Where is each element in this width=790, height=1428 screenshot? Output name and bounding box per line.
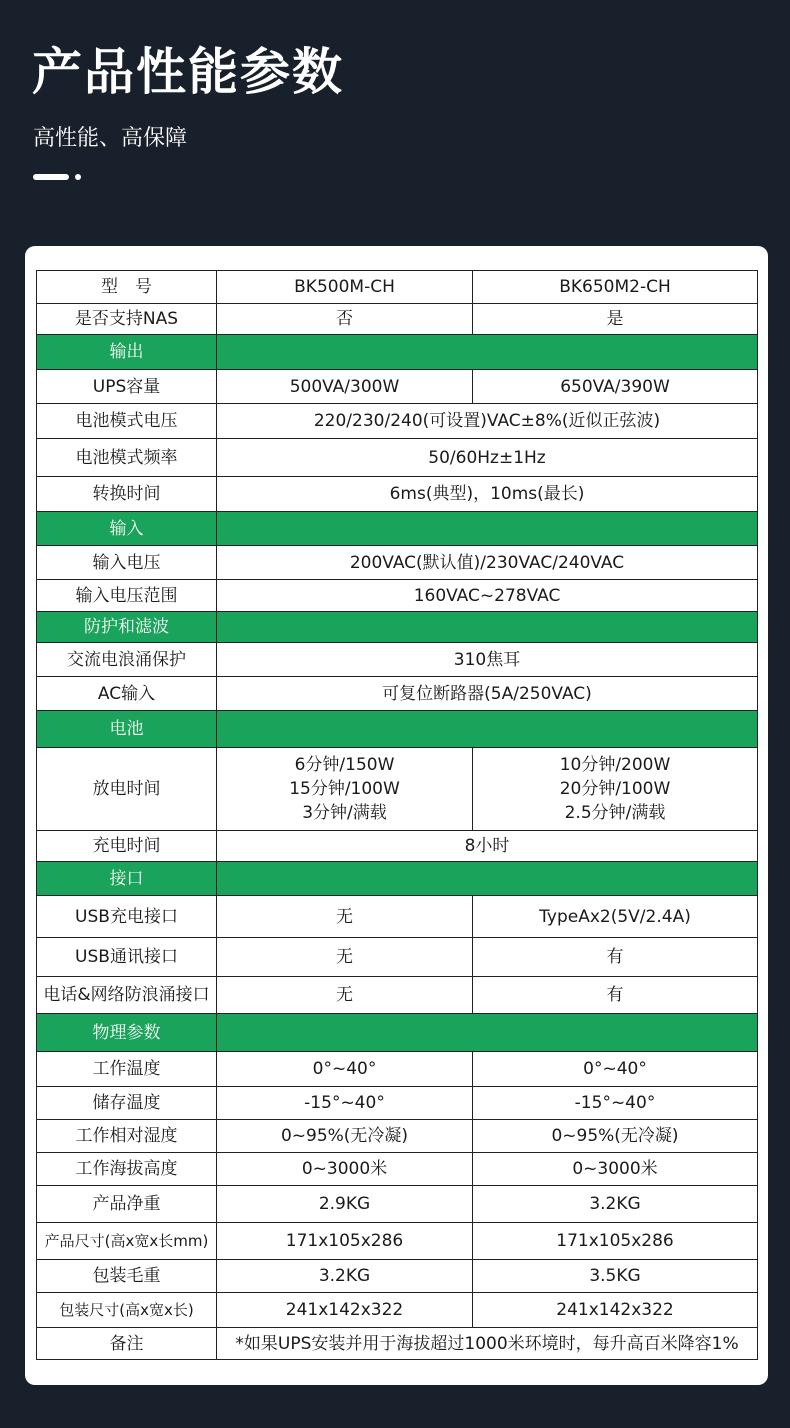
section-row-input	[37, 512, 758, 546]
row-label: 放电时间	[37, 748, 217, 831]
cell-value: 241x142x322	[217, 1293, 473, 1328]
row-label: 包装尺寸(高x宽x长)	[37, 1293, 217, 1328]
table-row-charge-time	[37, 831, 758, 862]
page-subtitle: 高性能、高保障	[33, 126, 188, 151]
cell-value: 0°~40°	[217, 1052, 473, 1087]
discharge-line: 10分钟/200W	[559, 755, 671, 775]
row-label: 工作海拔高度	[37, 1153, 217, 1186]
table-row-remark	[37, 1328, 758, 1360]
cell-value: 0~95%(无冷凝)	[473, 1120, 758, 1153]
cell-value: 可复位断路器(5A/250VAC)	[217, 677, 758, 711]
spec-table	[36, 270, 758, 1360]
table-row-model	[37, 271, 758, 304]
section-label: 物理参数	[37, 1014, 217, 1052]
section-row-battery	[37, 711, 758, 748]
table-row-input-range	[37, 580, 758, 612]
table-row-surge	[37, 643, 758, 677]
row-label: 备注	[37, 1328, 217, 1360]
cell-value: 650VA/390W	[473, 370, 758, 404]
row-label: 输入电压	[37, 546, 217, 580]
cell-value: 241x142x322	[473, 1293, 758, 1328]
section-fill	[217, 335, 758, 370]
table-row-altitude	[37, 1153, 758, 1186]
section-fill	[217, 711, 758, 748]
discharge-line: 15分钟/100W	[289, 779, 400, 799]
cell-value: 6ms(典型)，10ms(最长)	[217, 477, 758, 512]
row-label: 型 号	[37, 271, 217, 304]
table-row-ac-input	[37, 677, 758, 711]
cell-value: 500VA/300W	[217, 370, 473, 404]
model-bk650: BK650M2-CH	[473, 271, 758, 304]
cell-value: 160VAC~278VAC	[217, 580, 758, 612]
cell-value: 3.2KG	[473, 1186, 758, 1223]
row-label: 储存温度	[37, 1087, 217, 1120]
row-label: 是否支持NAS	[37, 304, 217, 335]
cell-value: 3.5KG	[473, 1260, 758, 1293]
row-label: 电话&网络防浪涌接口	[37, 977, 217, 1014]
discharge-bk500	[217, 748, 473, 831]
row-label: USB充电接口	[37, 896, 217, 938]
cell-value: 是	[473, 304, 758, 335]
table-row-nas	[37, 304, 758, 335]
cell-value: 310焦耳	[217, 643, 758, 677]
row-label: 充电时间	[37, 831, 217, 862]
section-row-ports	[37, 862, 758, 896]
cell-value: 无	[217, 938, 473, 977]
section-label: 输出	[37, 335, 217, 370]
row-label: 产品尺寸(高x宽x长mm)	[37, 1223, 217, 1260]
discharge-bk650	[473, 748, 758, 831]
table-row-battery-voltage	[37, 404, 758, 439]
table-row-input-voltage	[37, 546, 758, 580]
discharge-line: 2.5分钟/满载	[564, 803, 666, 823]
row-label: 电池模式频率	[37, 439, 217, 477]
row-label: 工作温度	[37, 1052, 217, 1087]
cell-value: 有	[473, 977, 758, 1014]
row-label: 包装毛重	[37, 1260, 217, 1293]
table-row-usb-comm	[37, 938, 758, 977]
table-row-usb-charge	[37, 896, 758, 938]
cell-value: 否	[217, 304, 473, 335]
cell-value: 171x105x286	[217, 1223, 473, 1260]
cell-value: TypeAx2(5V/2.4A)	[473, 896, 758, 938]
cell-value: 0~3000米	[473, 1153, 758, 1186]
section-label: 接口	[37, 862, 217, 896]
cell-value: 无	[217, 896, 473, 938]
cell-value: 有	[473, 938, 758, 977]
cell-value: 2.9KG	[217, 1186, 473, 1223]
row-label: 交流电浪涌保护	[37, 643, 217, 677]
discharge-line: 3分钟/满载	[302, 803, 387, 823]
page-title: 产品性能参数	[32, 43, 344, 101]
table-row-ups-capacity	[37, 370, 758, 404]
cell-value: 200VAC(默认值)/230VAC/240VAC	[217, 546, 758, 580]
row-label: 工作相对湿度	[37, 1120, 217, 1153]
model-bk500: BK500M-CH	[217, 271, 473, 304]
section-label: 电池	[37, 711, 217, 748]
table-row-work-temp	[37, 1052, 758, 1087]
cell-value: -15°~40°	[473, 1087, 758, 1120]
table-row-discharge	[37, 748, 758, 831]
row-label: USB通讯接口	[37, 938, 217, 977]
cell-value: 无	[217, 977, 473, 1014]
cell-value: -15°~40°	[217, 1087, 473, 1120]
cell-value: 0°~40°	[473, 1052, 758, 1087]
section-fill	[217, 612, 758, 643]
table-row-net-weight	[37, 1186, 758, 1223]
decorative-bar	[33, 174, 69, 180]
table-row-product-size	[37, 1223, 758, 1260]
table-row-battery-freq	[37, 439, 758, 477]
section-label: 输入	[37, 512, 217, 546]
row-label: 产品净重	[37, 1186, 217, 1223]
table-row-gross-weight	[37, 1260, 758, 1293]
section-fill	[217, 512, 758, 546]
table-row-humidity	[37, 1120, 758, 1153]
table-row-transfer-time	[37, 477, 758, 512]
table-row-package-size	[37, 1293, 758, 1328]
row-label: UPS容量	[37, 370, 217, 404]
cell-value: 220/230/240(可设置)VAC±8%(近似正弦波)	[217, 404, 758, 439]
discharge-line: 20分钟/100W	[559, 779, 671, 799]
cell-value: 3.2KG	[217, 1260, 473, 1293]
cell-value: 0~3000米	[217, 1153, 473, 1186]
section-row-protect	[37, 612, 758, 643]
discharge-line: 6分钟/150W	[294, 755, 395, 775]
section-row-physical	[37, 1014, 758, 1052]
decorative-dot	[75, 174, 81, 180]
cell-value: 0~95%(无冷凝)	[217, 1120, 473, 1153]
cell-value: 8小时	[217, 831, 758, 862]
cell-value: 50/60Hz±1Hz	[217, 439, 758, 477]
section-row-output	[37, 335, 758, 370]
section-fill	[217, 1014, 758, 1052]
table-row-phone-surge	[37, 977, 758, 1014]
section-fill	[217, 862, 758, 896]
table-row-store-temp	[37, 1087, 758, 1120]
row-label: AC输入	[37, 677, 217, 711]
row-label: 转换时间	[37, 477, 217, 512]
row-label: 电池模式电压	[37, 404, 217, 439]
section-label: 防护和滤波	[37, 612, 217, 643]
remark-text: *如果UPS安装并用于海拔超过1000米环境时，每升高百米降容1%	[217, 1328, 758, 1360]
row-label: 输入电压范围	[37, 580, 217, 612]
cell-value: 171x105x286	[473, 1223, 758, 1260]
